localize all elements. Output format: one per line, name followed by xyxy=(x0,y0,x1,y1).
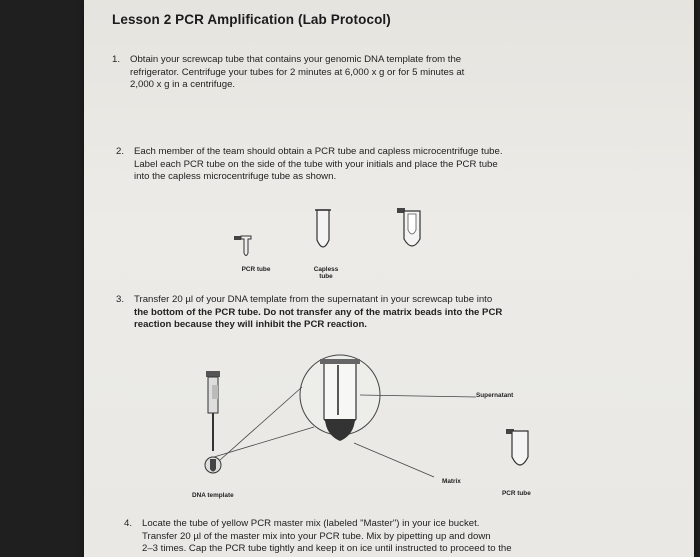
pipette-illustration xyxy=(205,371,221,473)
protocol-page xyxy=(84,0,694,557)
page-title: Lesson 2 PCR Amplification (Lab Protocol) xyxy=(112,12,391,27)
step-line: reaction because they will inhibit the PCR reaction. xyxy=(134,319,367,331)
step-line: into the capless microcentrifuge tube as shown. xyxy=(134,171,337,183)
assembled-tube-illustration xyxy=(397,208,420,246)
dna-template-label: DNA template xyxy=(192,492,234,499)
step-line: Obtain your screwcap tube that contains your genomic DNA template from the xyxy=(130,54,462,65)
pcr-tube-label: PCR tube xyxy=(241,266,271,273)
step-number: 4. xyxy=(124,518,133,529)
matrix-label: Matrix xyxy=(442,478,461,485)
step-number: 1. xyxy=(112,54,121,65)
step-line: Transfer 20 µl of your DNA template from the supernatant in your screwcap tube into xyxy=(134,294,493,305)
capless-tube-label: Capless tube xyxy=(313,266,339,280)
step-number: 3. xyxy=(116,294,125,305)
step-line: 2–3 times. Cap the PCR tube tightly and keep it on ice until instructed to proceed to the xyxy=(142,543,512,555)
step-line: Locate the tube of yellow PCR master mix (labeled "Master") in your ice bucket. xyxy=(142,518,480,529)
step-line: 2,000 x g in a centrifuge. xyxy=(130,79,236,91)
step-line: Each member of the team should obtain a PCR tube and capless microcentrifuge tube. xyxy=(134,146,503,157)
step-line: Label each PCR tube on the side of the tube with your initials and place the PCR tube xyxy=(134,158,498,170)
supernatant-label: Supernatant xyxy=(476,392,514,399)
step-line: refrigerator. Centrifuge your tubes for 2 minutes at 6,000 x g or for 5 minutes at xyxy=(130,66,465,78)
pcr-tube-right-illustration xyxy=(506,429,528,465)
pcr-tube-label-2: PCR tube xyxy=(502,490,531,497)
transfer-figure xyxy=(184,355,564,495)
step-line: Transfer 20 µl of the master mix into your PCR tube. Mix by pipetting up and down xyxy=(142,530,491,542)
step-number: 2. xyxy=(116,146,125,157)
step-line: the bottom of the PCR tube. Do not transfer any of the matrix beads into the PCR xyxy=(134,306,503,318)
pcr-tube-illustration xyxy=(234,236,251,256)
capless-tube-illustration xyxy=(315,210,331,247)
